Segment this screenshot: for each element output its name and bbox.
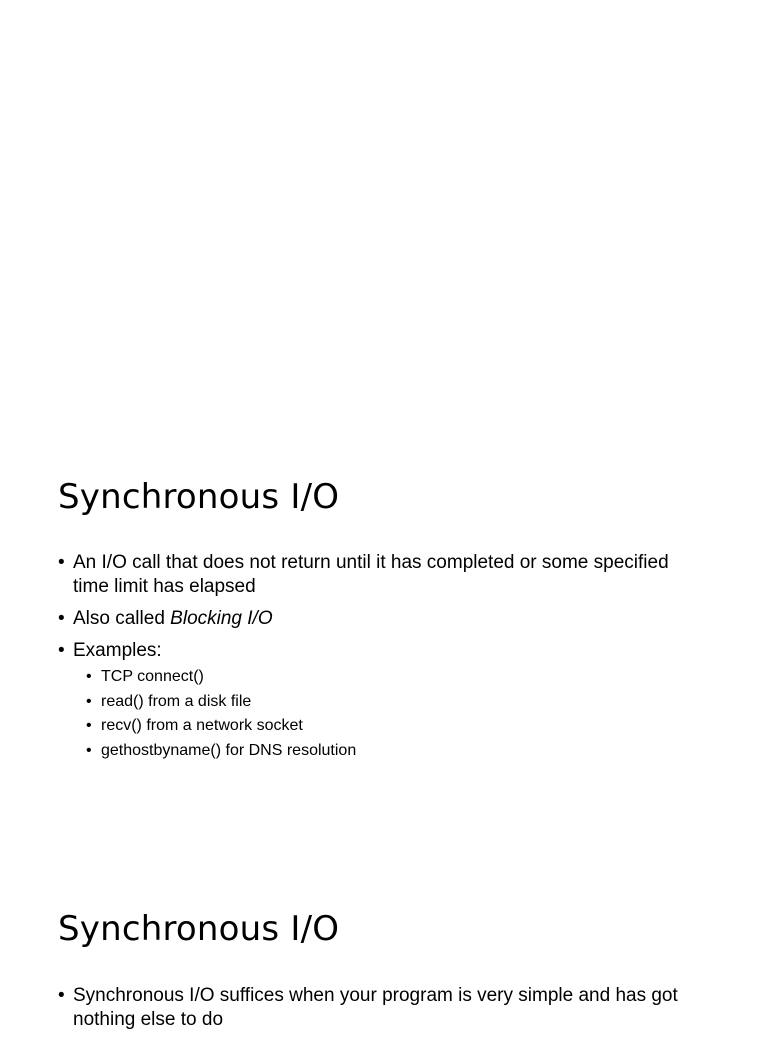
- sub-bullet-icon: •: [86, 668, 92, 685]
- slide-title: Synchronous I/O: [58, 477, 340, 517]
- sub-bullet-icon: •: [86, 717, 92, 734]
- example-item: [86, 714, 708, 739]
- bullet-list: [58, 551, 708, 771]
- example-item: [86, 690, 708, 715]
- bullet-item-examples: [58, 639, 708, 763]
- examples-list: [86, 665, 708, 763]
- bullet-icon: •: [58, 608, 65, 629]
- bullet-list: [58, 984, 708, 1040]
- bullet-icon: •: [58, 552, 65, 573]
- example-item: [86, 665, 708, 690]
- slide-synchronous-io-usage: [0, 790, 768, 1030]
- slide-title: Synchronous I/O: [58, 909, 340, 949]
- bullet-text: Also called: [73, 608, 171, 629]
- example-text: recv() from a network socket: [101, 717, 303, 734]
- bullet-item-definition: [58, 551, 708, 599]
- example-text: read() from a disk file: [101, 692, 252, 710]
- bullet-icon: •: [58, 640, 65, 661]
- sub-bullet-icon: •: [86, 692, 92, 710]
- sub-bullet-icon: •: [86, 741, 92, 759]
- bullet-text: Examples:: [73, 640, 162, 661]
- bullet-item-usage: [58, 984, 708, 1032]
- bullet-item-also-called: [58, 607, 708, 631]
- bullet-text: An I/O call that does not return until it has completed or some specified time limit has elapsed: [73, 552, 669, 597]
- example-item: [86, 739, 708, 764]
- bullet-emphasis-text: Blocking I/O: [170, 608, 273, 629]
- example-text: gethostbyname() for DNS resolution: [101, 741, 357, 759]
- example-text: TCP connect(): [101, 668, 204, 685]
- bullet-text: Synchronous I/O suffices when your program is very simple and has got nothing else to do: [73, 985, 678, 1030]
- bullet-icon: •: [58, 985, 65, 1006]
